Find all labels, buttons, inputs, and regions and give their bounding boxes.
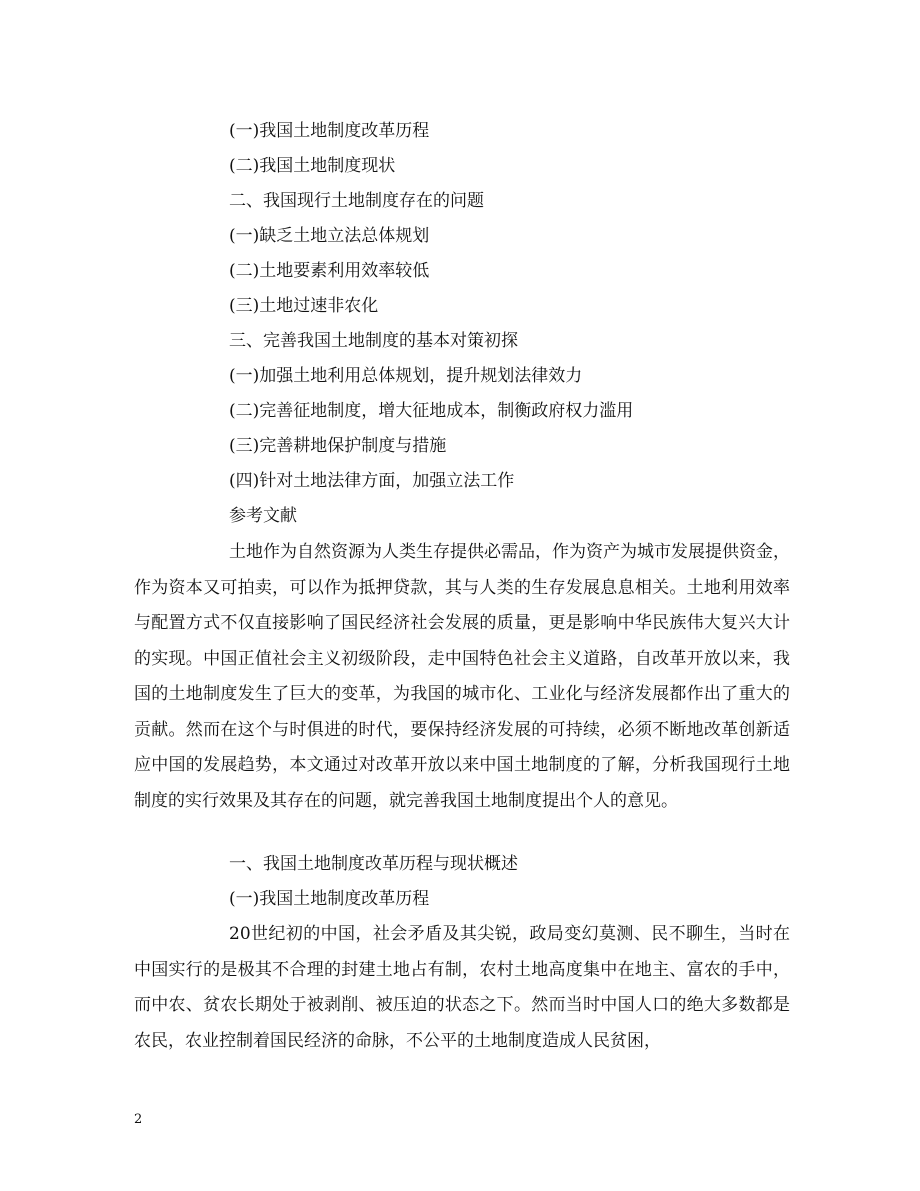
toc-item: 二、我国现行土地制度存在的问题 [229,191,484,211]
references-heading: 参考文献 [229,506,297,526]
toc-item: (二)我国土地制度现状 [229,156,396,176]
toc-item: (二)完善征地制度，增大征地成本，制衡政府权力滥用 [229,401,634,421]
table-of-contents [229,114,809,534]
section-heading: 一、我国土地制度改革历程与现状概述 [229,854,518,874]
page-number: 2 [134,1112,143,1127]
toc-item: (三)完善耕地保护制度与措施 [229,436,447,456]
toc-item: 三、完善我国土地制度的基本对策初探 [229,331,518,351]
body-paragraph: 20世纪初的中国，社会矛盾及其尖锐，政局变幻莫测、民不聊生，当时在中国实行的是极其不合理的封建土地占有制，农村土地高度集中在地主、富农的手中，而中农、贫农长期处于被剥削、被压迫的状态之下。然而当时中国人口的绝大多数都是农民，农业控制着国民经济的命脉，不公平的土地制度造成人民贫困， [134,924,790,1051]
toc-item: (四)针对土地法律方面，加强立法工作 [229,471,515,491]
toc-item: (一)我国土地制度改革历程 [229,121,430,141]
subsection-heading: (一)我国土地制度改革历程 [229,889,430,909]
toc-item: (三)土地过速非农化 [229,296,379,316]
intro-paragraph: 土地作为自然资源为人类生存提供必需品，作为资产为城市发展提供资金，作为资本又可拍卖，可以作为抵押贷款，其与人类的生存发展息息相关。土地利用效率与配置方式不仅直接影响了国民经济社会发展的质量，更是影响中华民族伟大复兴大计的实现。中国正值社会主义初级阶段，走中国特色社会主义道路，自改革开放以来，我国的土地制度发生了巨大的变革，为我国的城市化、工业化与经济发展都作出了重大的贡献。然而在这个与时俱进的时代，要保持经济发展的可持续，必须不断地改革创新适应中国的发展趋势，本文通过对改革开放以来中国土地制度的了解，分析我国现行土地制度的实行效果及其存在的问题，就完善我国土地制度提出个人的意见。 [134,542,790,811]
toc-item: (二)土地要素利用效率较低 [229,261,430,281]
toc-item: (一)加强土地利用总体规划，提升规划法律效力 [229,366,583,386]
toc-item: (一)缺乏土地立法总体规划 [229,226,430,246]
